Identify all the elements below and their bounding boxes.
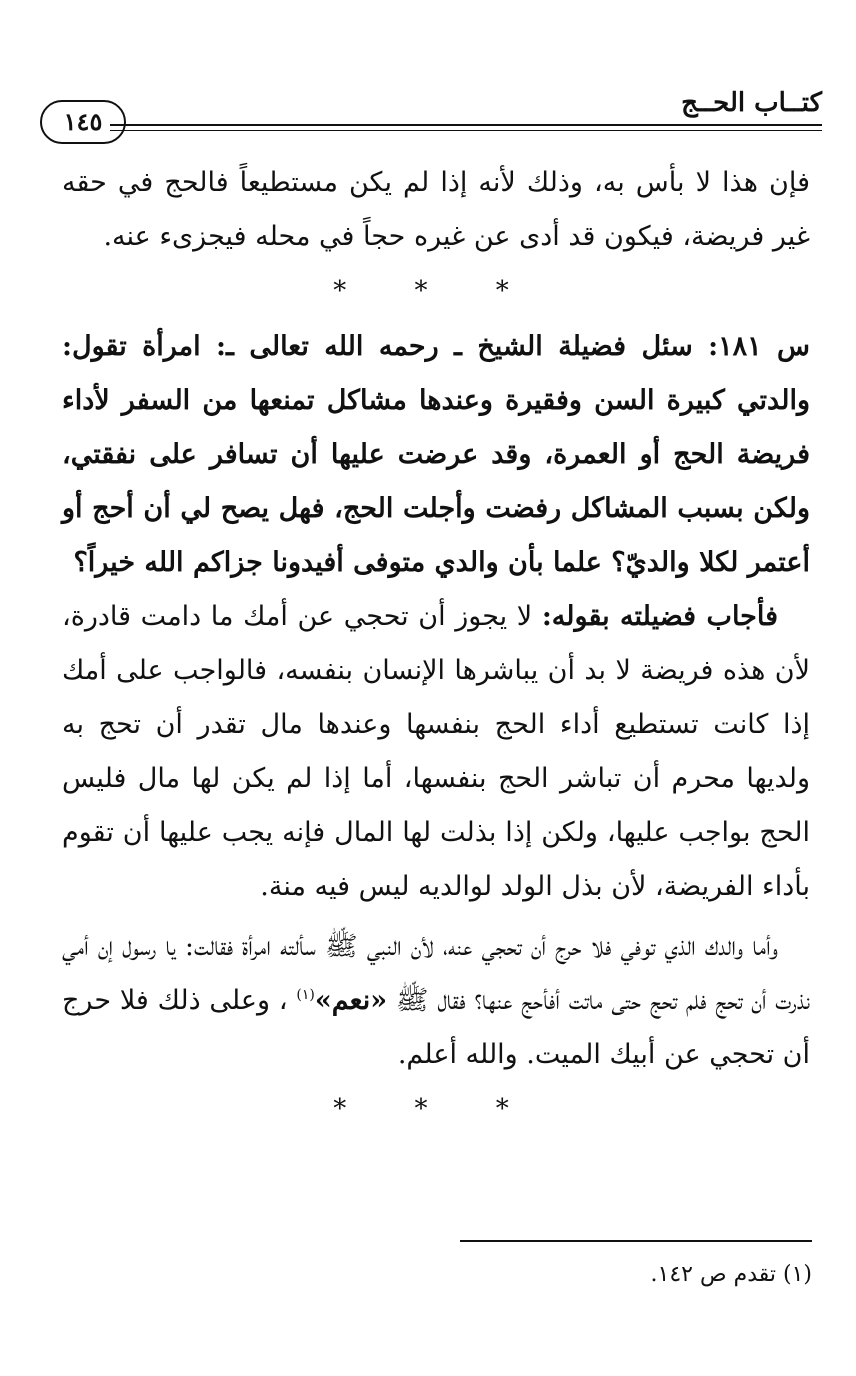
page-header [40, 88, 822, 148]
question-text: سئل فضيلة الشيخ ـ رحمه الله تعالى ـ: امرأة تقول: والدتي كبيرة السن وفقيرة وعندها مشاكل تمنعها من السفر لأداء فريضة الحج أو العمرة، وقد عرضت عليها أن تسافر على نفقتي، ولكن بسبب المشاكل رفضت وأجلت الحج، فهل يصح لي أن أحج أو أعتمر لكلا والديّ؟ علما بأن والدي متوفى أفيدونا جزاكم الله خيراً؟ [62, 331, 810, 578]
third-paragraph [62, 920, 810, 1082]
question-paragraph [62, 320, 810, 590]
header-rule-thin [110, 130, 822, 131]
footnote-rule [460, 1240, 812, 1242]
para3-part2: ، وعلى ذلك فلا حرج أن تحجي عن أبيك الميت. والله أعلم. [62, 985, 810, 1070]
answer-paragraph [62, 590, 810, 914]
answer-lead: فأجاب فضيلته بقوله: [541, 601, 779, 632]
hadith-quote: «نعم» [314, 985, 388, 1016]
footnote-ref: (١) [296, 987, 315, 1003]
para3-part1: وأما والدك الذي توفي فلا حرج أن تحجي عنه، لأن النبي ﷺ سألته امرأة فقالت: يا رسول إن أمي نذرت أن تحج فلم تحج حتى ماتت أفأحج عنها؟ فقال ﷺ [62, 931, 811, 1016]
question-number: س ١٨١: [708, 331, 811, 362]
section-separator: * * * [333, 276, 539, 306]
answer-text: لا يجوز أن تحجي عن أمك ما دامت قادرة، لأن هذه فريضة لا بد أن يباشرها الإنسان بنفسه، فالواجب على أمك إذا كانت تستطيع أداء الحج بنفسها وعندها مال تقدر أن تحج به ولديها محرم أن تباشر الحج بنفسها، أما إذا لم يكن لها مال فليس الحج بواجب عليها، ولكن إذا بذلت لها المال فإنه يجب عليها أن تقوم بأداء الفريضة، لأن بذل الولد لوالديه ليس فيه منة. [62, 601, 811, 902]
page-number: ١٤٥ [40, 100, 126, 144]
running-title: كتــاب الحــج [681, 88, 822, 118]
page-body [62, 156, 810, 1138]
footnote: (١) تقدم ص ١٤٢. [650, 1262, 812, 1287]
section-separator-end: * * * [333, 1094, 539, 1124]
intro-paragraph: فإن هذا لا بأس به، وذلك لأنه إذا لم يكن مستطيعاً فالحج في حقه غير فريضة، فيكون قد أدى عن غيره حجاً في محله فيجزىء عنه. [62, 167, 810, 252]
header-rule [110, 124, 822, 126]
